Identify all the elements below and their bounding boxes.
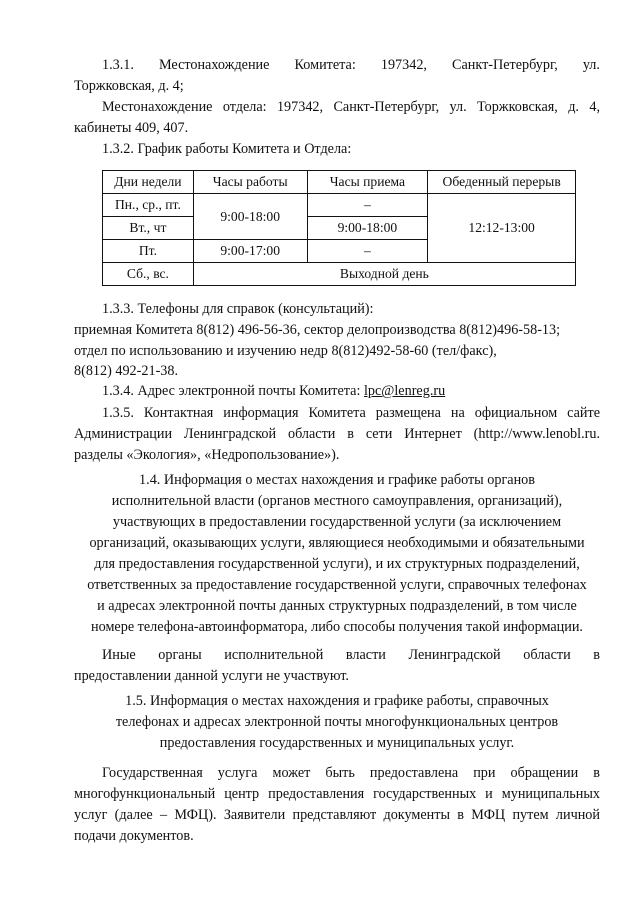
weekend-cell: Выходной день [193,263,575,286]
lunch-cell: 12:12-13:00 [428,194,576,263]
section-1-4-line2: исполнительной власти (органов местного самоуправления, организаций), [111,493,563,509]
section-1-4-line1: 1.4. Информация о местах нахождения и графике работы органов [139,472,535,488]
location-committee-line2: Торжковская, д. 4; [74,78,184,94]
location-dept-line2: кабинеты 409, 407. [74,120,189,136]
phones-line3: 8(812) 492-21-38. [74,363,179,379]
section-1-4-line7: и адресах электронной почты данных структурных подразделений, в том числе [97,598,577,614]
section-1-5-line3: предоставления государственных и муниципальных услуг. [159,735,515,751]
phones-heading: 1.3.3. Телефоны для справок (консультаций): [102,301,374,317]
work-hours-cell: 9:00-18:00 [193,194,307,240]
location-committee-line1 [102,56,600,74]
phones-line2: отдел по использованию и изучению недр 8(812)492-58-60 (тел/факс), [74,343,497,359]
day-cell: Сб., вс. [103,263,194,286]
header-work-hours: Часы работы [193,171,307,194]
phones-line1: приемная Комитета 8(812) 496-56-36, сектор делопроизводства 8(812)496-58-13; [74,322,561,338]
email-label: 1.3.4. Адрес электронной почты Комитета: [102,383,364,399]
section-1-4-line3: участвующих в предоставлении государственной услуги (за исключением [112,514,562,530]
email-link[interactable]: lpc@lenreg.ru [363,383,446,399]
reception-cell: – [307,194,428,217]
day-cell: Вт., чт [103,217,194,240]
contact-info-line1: 1.3.5. Контактная информация Комитета размещена на официальном сайте [102,405,600,421]
work-hours-cell: 9:00-17:00 [193,240,307,263]
s131-word2: Комитета: [294,57,356,73]
schedule-heading: 1.3.2. График работы Комитета и Отдела: [102,141,352,157]
s131-word4: Санкт-Петербург, [452,57,558,73]
section-1-4-line4: организаций, оказывающих услуги, являющиеся необходимыми и обязательными [89,535,585,551]
other-bodies-line2: предоставлении данной услуги не участвуют. [74,668,349,684]
day-cell: Пн., ср., пт. [103,194,194,217]
mfc-line4: подачи документов. [74,828,194,844]
s131-word5: ул. [582,57,600,73]
s131-word1: Местонахождение [158,57,270,73]
s131-num: 1.3.1. [102,57,134,73]
header-days: Дни недели [103,171,194,194]
mfc-line3: услуг (далее – МФЦ). Заявители представляют документы в МФЦ путем личной [74,807,600,823]
header-lunch: Обеденный перерыв [428,171,576,194]
section-1-5-line1: 1.5. Информация о местах нахождения и графике работы, справочных [125,693,549,709]
schedule-table [102,170,576,286]
table-row [103,263,576,286]
section-1-4-line5: для предоставления государственной услуги), и их структурных подразделений, [94,556,580,572]
section-1-4-line8: номере телефона-автоинформатора, либо способы получения такой информации. [91,619,583,635]
day-cell: Пт. [103,240,194,263]
mfc-line1: Государственная услуга может быть предоставлена при обращении в [102,765,600,781]
reception-cell: – [307,240,428,263]
s131-word3: 197342, [380,57,427,73]
section-1-5-line2: телефонах и адресах электронной почты многофункциональных центров [115,714,559,730]
header-reception-hours: Часы приема [307,171,428,194]
table-header-row [103,171,576,194]
location-dept-line1: Местонахождение отдела: 197342, Санкт-Петербург, ул. Торжковская, д. 4, [102,99,600,115]
contact-info-line2: Администрации Ленинградской области в сети Интернет (http://www.lenobl.ru. [74,426,600,442]
section-1-4-line6: ответственных за предоставление государственной услуги, справочных телефонах [87,577,587,593]
other-bodies-line1: Иные органы исполнительной власти Ленинградской области в [102,647,600,663]
reception-cell: 9:00-18:00 [307,217,428,240]
table-row [103,194,576,217]
email-line [102,382,445,400]
contact-info-line3: разделы «Экология», «Недропользование»). [74,447,340,463]
mfc-line2: многофункциональный центр предоставления государственных и муниципальных [74,786,600,802]
